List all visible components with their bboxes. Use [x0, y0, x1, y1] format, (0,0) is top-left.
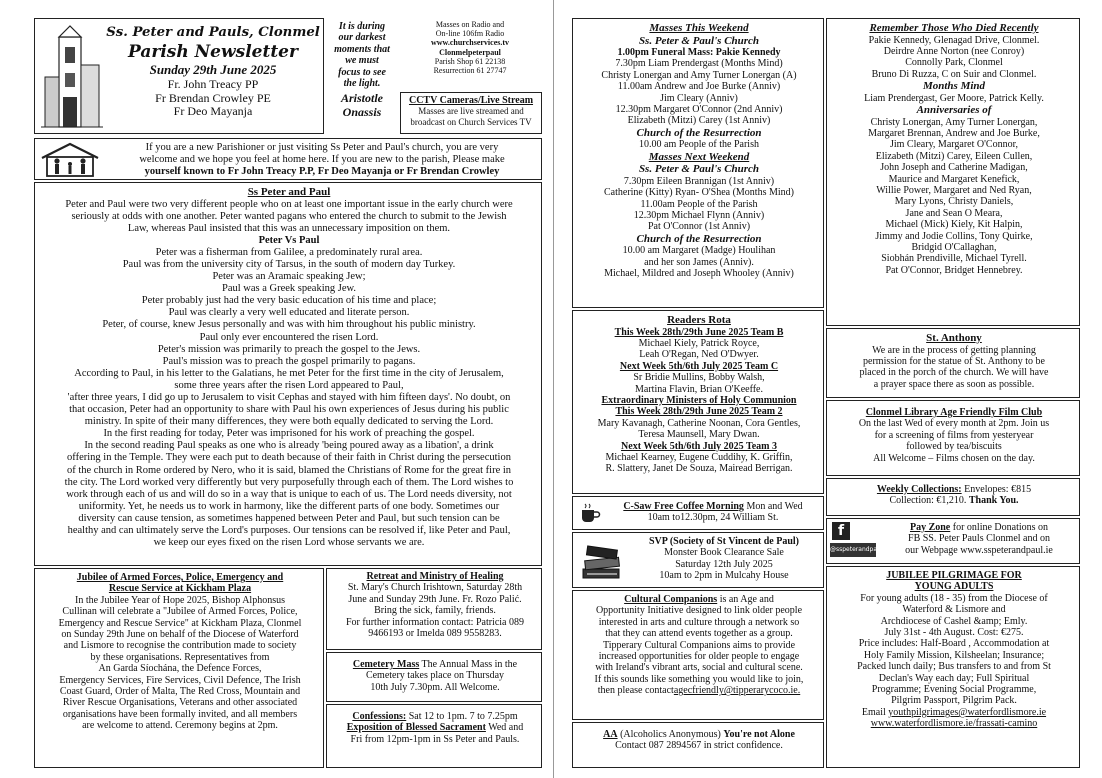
st-anthony-title: St. Anthony: [926, 332, 982, 344]
cultural-email-link[interactable]: agecfriendly@tipperarycoco.ie.: [673, 685, 801, 697]
masses-next-title: Masses Next Weekend: [648, 150, 750, 163]
rota-line: Teresa Maunsell, Mary Dwan.: [638, 429, 760, 441]
social-handle-logo: @sspeterandpaul: [830, 543, 876, 557]
remember-line: Connolly Park, Clonmel: [905, 57, 1003, 69]
cctv-line: broadcast on Church Services TV: [410, 116, 532, 127]
st-anthony-line: We are in the process of getting planning: [872, 344, 1036, 356]
aa-contact: Contact 087 2894567 in strict confidence.: [615, 740, 783, 752]
pilgrimage-box: [826, 566, 1080, 768]
article-line: Peter probably just had the very basic education of his time and place;: [141, 295, 437, 307]
church-name: Church of the Resurrection: [636, 126, 762, 139]
radio-line: On-line 106fm Radio: [435, 29, 505, 39]
payzone-line: FB SS. Peter Pauls Clonmel and on: [908, 533, 1050, 545]
quote-line: the light.: [343, 78, 381, 90]
mass-line: 12.30pm Margaret O'Connor (2nd Anniv): [615, 104, 783, 116]
mass-line: Jim Cleary (Anniv): [660, 92, 738, 104]
article-line: Peter, of course, knew Jesus personally and was with him throughout his public ministry.: [102, 319, 476, 331]
parish-shop-phone: Parish Shop 61 22138: [434, 56, 506, 66]
thank-you: Thank You.: [968, 495, 1019, 507]
rota-week-heading: Next Week 5th/6th July 2025 Team C: [619, 360, 779, 372]
confessions-title: Confessions:: [352, 711, 407, 722]
rota-line: Mary Kavanagh, Catherine Noonan, Cora Gentles,: [597, 417, 801, 429]
pilgrimage-line: Declan's Way each day; Full Spiritual: [878, 672, 1030, 684]
cemetery-box: [326, 652, 542, 702]
retreat-line: St. Mary's Church Irishtown, Saturday 28th: [347, 582, 523, 594]
mass-line: Pat O'Connor (1st Anniv): [647, 221, 751, 233]
jubilee-line: and Lismore to recognise the contribution made to society: [63, 640, 297, 652]
article-line: Paul only ever encountered the risen Lord.: [199, 331, 379, 343]
article-line: some three years after the risen Lord appeared to Paul,: [174, 379, 404, 391]
article-title: Ss Peter and Paul: [247, 186, 331, 198]
svp-line: Monster Book Clearance Sale: [664, 547, 784, 559]
st-anthony-line: a prayer space there as soon as possible.: [873, 378, 1035, 390]
cultural-line: with Ireland's vibrant arts, social and cultural scene.: [595, 662, 803, 674]
anniversary-line: Margaret Brennan, Andrew and Joe Burke,: [868, 127, 1040, 139]
jubilee-title: Jubilee of Armed Forces, Police, Emergency and: [76, 572, 284, 583]
readers-rota-box: [572, 310, 824, 494]
svp-line: Saturday 12th July 2025: [675, 558, 773, 570]
anniversary-line: Michael (Mick) Kiely, Kit Halpin,: [885, 219, 1023, 231]
anniversary-line: Siobhán Prendiville, Michael Tyrell.: [881, 253, 1027, 265]
quote-line: It is during: [338, 21, 386, 32]
svp-title: SVP (Society of St Vincent de Paul): [649, 536, 799, 547]
article-line: Peter's mission was primarily to preach the gospel to the Jews.: [157, 343, 421, 355]
article-line: Paul was from the university city of Tarsus, in the south of modern day Turkey.: [122, 258, 456, 270]
article-line: In the first reading for today, Peter was imprisoned for his work of preaching the gospel.: [103, 428, 475, 440]
rota-line: Leah O'Regan, Ned O'Dwyer.: [639, 349, 759, 361]
payzone-title: Pay Zone: [909, 522, 951, 533]
cultural-line: Opportunity Initiative designed to link older people: [595, 605, 803, 617]
article-line: Law, whereas Paul insisted that this was an unnecessary imposition on them.: [127, 222, 451, 234]
quote-box: [326, 18, 398, 134]
st-anthony-line: placed in the porch of the church. We will have: [859, 367, 1049, 379]
cemetery-line: 10th July 7.30pm. All Welcome.: [370, 681, 500, 693]
article-line: Peter was a fisherman from Galilee, a predominately rural area.: [155, 246, 423, 258]
pilgrimage-title: YOUNG ADULTS: [914, 581, 994, 593]
mass-line: Michael, Mildred and Joseph Whooley (Anniv): [604, 268, 794, 280]
anniversary-line: Maurice and Margaret Kenefick,: [888, 173, 1020, 185]
aa-box: [572, 722, 824, 768]
left-page: [0, 0, 548, 778]
jubilee-line: Coast Guard, Order of Malta, The Red Cross, Mountain and: [59, 686, 301, 698]
anniversaries-title: Anniversaries of: [916, 104, 992, 117]
article-line: healthy and can ultimately serve the Lord's purposes. Our tensions can be resolved if, like Peter and Paul,: [67, 525, 511, 537]
cemetery-line: Cemetery takes place on Thursday: [365, 670, 505, 682]
jubilee-line: by these organisations. Representatives from: [90, 651, 270, 663]
church-name: Church of the Resurrection: [636, 232, 762, 245]
cemetery-title: Cemetery Mass: [352, 659, 420, 670]
church-illustration: [41, 25, 103, 129]
pilgrimage-line: Archdiocese of Cashel &amp; Emly.: [880, 615, 1028, 627]
months-mind-line: Liam Prendergast, Ger Moore, Patrick Kelly.: [864, 92, 1044, 104]
pilgrimage-line: Waterford & Lismore and: [902, 604, 1006, 616]
remember-line: Deirdre Anne Norton (nee Conroy): [883, 45, 1025, 57]
jubilee-line: River Rescue Organisations, Veterans and other associated: [62, 697, 298, 709]
cultural-line: then please contact: [597, 685, 674, 697]
quote-author: Onassis: [342, 105, 382, 120]
pilgrimage-line: Programme; Evening Social Programme,: [871, 684, 1037, 696]
article-box: [34, 182, 542, 566]
svp-box: [572, 532, 824, 588]
payzone-text: for online Donations on: [950, 522, 1049, 533]
pilgrimage-title: JUBILEE PILGRIMAGE FOR: [886, 570, 1022, 581]
rota-line: Michael Kiely, Patrick Royce,: [638, 337, 760, 349]
quote-line: we must: [345, 55, 379, 67]
mass-line: Elizabeth (Mitzi) Carey (1st Anniv): [627, 115, 771, 127]
collection-amount: Collection: €1,210.: [889, 495, 969, 507]
masses-title: Masses This Weekend: [649, 22, 749, 34]
jubilee-line: on Sunday 29th June on behalf of the Diocese of Waterford: [61, 629, 299, 641]
article-line: offering in the Temple. They were each put to death because of their faith in Christ during the persecution: [67, 452, 511, 464]
church-name: Ss. Peter & Paul's Church: [638, 34, 760, 47]
exposition-days: Wed and: [485, 722, 524, 734]
jubilee-line: are welcome to attend. Ceremony begins at 2pm.: [82, 720, 278, 732]
quote-author: Aristotle: [340, 91, 383, 106]
facebook-icon[interactable]: f: [832, 522, 850, 540]
rota-week-heading: This Week 28th/29th June 2025 Team B: [614, 326, 784, 338]
pilgrimage-website-link[interactable]: www.waterfordlismore.ie/frassati-camino: [870, 718, 1038, 730]
jubilee-line: Cullinan will celebrate a "Jubilee of Armed Forces, Police,: [62, 606, 298, 618]
mass-line: 11.00am People of the Parish: [640, 198, 758, 210]
newsletter-date: Sunday 29th June 2025: [149, 62, 277, 77]
article-line: In the second reading Paul speaks as one who is already 'being poured away as a libation', a drink: [84, 440, 494, 452]
radio-line: Masses on Radio and: [435, 20, 505, 29]
retreat-line: For further information contact: Patricia 089: [345, 616, 524, 628]
retreat-line: 9466193 or Imelda 089 9558283.: [368, 628, 502, 640]
article-line: Paul was a Greek speaking Jew.: [221, 283, 357, 295]
library-title: Clonmel Library Age Friendly Film Club: [865, 407, 1043, 418]
exposition-line: Fri from 12pm-1pm in Ss Peter and Pauls.: [350, 733, 520, 745]
rota-week-heading: This Week 28th/29th June 2025 Team 2: [615, 406, 783, 418]
pilgrimage-line: Packed lunch daily; Bus transfers to and from St: [857, 661, 1051, 673]
right-page: [553, 0, 1102, 778]
confessions-box: [326, 704, 542, 768]
clergy-line-1: Fr. John Treacy PP: [167, 77, 259, 91]
anniversary-line: Willie Power, Margaret and Ned Ryan,: [876, 184, 1032, 196]
welcome-line: If you are a new Parishioner or just visiting Ss Peter and Paul's church, you are very: [145, 142, 499, 153]
mass-line: and her son James (Anniv).: [644, 256, 754, 268]
radio-line: Clonmelpeterpaul: [439, 47, 501, 57]
library-line: On the last Wed of every month at 2pm. Join us: [858, 418, 1050, 430]
welcome-line: welcome and we hope you feel at home here. If you are new to the parish, Please make: [139, 154, 505, 166]
csaw-title: C-Saw Free Coffee Morning: [623, 501, 744, 512]
pilgrimage-email-link[interactable]: youthpilgrimages@waterfordlismore.ie: [888, 706, 1047, 718]
rota-line: Sr Bridie Mullins, Bobby Walsh,: [633, 372, 765, 384]
cultural-title: Cultural Companions: [624, 594, 718, 605]
cctv-box: [400, 92, 542, 134]
cultural-line: Tipperary Cultural Companions aims to provide: [602, 639, 796, 651]
clergy-line-2: Fr Brendan Crowley PE: [155, 90, 271, 105]
remember-title: Remember Those Who Died Recently: [869, 22, 1039, 34]
quote-line: moments that: [334, 43, 390, 55]
article-line: ministry. In spite of their many differences, they were both equally dedicated to serving the Lord.: [84, 416, 494, 428]
collections-box: [826, 478, 1080, 516]
payzone-box: [826, 518, 1080, 564]
pilgrimage-line: Pilgrim Passport, Pilgrim Pack.: [891, 695, 1017, 707]
envelopes-amount: Envelopes: €815: [961, 484, 1032, 495]
quote-line: focus to see: [338, 66, 386, 78]
quote-line: our darkest: [338, 32, 386, 44]
svp-line: 10am to 2pm in Mulcahy House: [659, 570, 789, 582]
months-mind-title: Months Mind: [922, 80, 986, 93]
article-subheading: Peter Vs Paul: [258, 234, 320, 246]
anniversary-line: Jimmy and Jodie Collins, Tony Quirke,: [875, 230, 1033, 242]
library-line: All Welcome – Films chosen on the day.: [873, 452, 1035, 464]
aa-text: (Alcoholics Anonymous): [617, 729, 724, 740]
pilgrimage-line: Holy Family Mission, Kilsheelan; Insurance;: [863, 649, 1045, 661]
article-line: we keep our eyes fixed on the risen Lord whose servants we are.: [153, 537, 425, 549]
article-line: Paul was clearly a very well educated and literate person.: [168, 307, 410, 319]
jubilee-line: organisations have been formally invited, and all members: [62, 708, 298, 720]
jubilee-line: An Garda Síochána, the Defence Forces,: [98, 663, 262, 675]
cultural-line: interested in arts and culture through a network so: [598, 616, 800, 628]
article-line: seriously at odds with one another. Peter wanted pagans who entered the church to submit to the Jewish: [71, 210, 507, 222]
mass-line: Christy Lonergan and Amy Turner Lonergan (A): [601, 69, 797, 81]
article-line: that occasion, Peter had an opportunity to share with Paul his own experiences of Jesus during his public: [69, 404, 509, 416]
retreat-box: [326, 568, 542, 650]
masses-box: [572, 18, 824, 308]
jubilee-line: Emergency and Rescue Service" at Kickham Plaza, Clonmel: [58, 617, 302, 629]
anniversary-line: Pat O'Connor, Bridget Hennebrey.: [885, 264, 1023, 276]
retreat-line: Bring the sick, family, friends.: [374, 605, 496, 617]
ministers-heading: Extraordinary Ministers of Holy Communion: [601, 394, 797, 406]
anniversary-line: Christy Lonergan, Amy Turner Lonergan,: [870, 116, 1038, 128]
anniversary-line: Mary Lyons, Christy Daniels,: [894, 196, 1014, 208]
clergy-line-3: Fr Deo Mayanja: [173, 104, 253, 118]
rota-line: R. Slattery, Janet De Souza, Mairead Berrigan.: [605, 463, 793, 475]
st-anthony-line: permission for the statue of St. Anthony to be: [863, 355, 1045, 367]
mass-line: 1.00pm Funeral Mass: Pakie Kennedy: [617, 47, 781, 58]
article-line: According to Paul, in his letter to the Galatians, he met Peter for the first time in the city of Jerusalem,: [74, 367, 504, 379]
article-line: uniformity. Yet, he needs us to work in harmony, like the different parts of one body. Sometimes our: [78, 500, 500, 512]
cctv-line: Masses are live streamed and: [418, 106, 524, 117]
radio-website: www.churchservices.tv: [430, 38, 510, 48]
remember-box: [826, 18, 1080, 326]
anniversary-line: Jim Cleary, Margaret O'Connor,: [889, 139, 1019, 151]
mass-line: 10.00 am Margaret (Madge) Houlihan: [622, 245, 776, 257]
retreat-line: June and Sunday 29th June. Fr. Rozo Palić.: [348, 593, 522, 605]
masthead: [34, 18, 324, 134]
confessions-times: Sat 12 to 1pm. 7 to 7.25pm: [406, 711, 518, 722]
cctv-title: CCTV Cameras/Live Stream: [408, 95, 534, 106]
article-line: work through each of us and will do so in a way that is unique to each of us. The Lord needs diversity, not: [66, 488, 512, 500]
article-line: Peter and Paul were two very different people who on at least one important issue in the early church were: [65, 198, 513, 210]
cultural-first: is an Age and: [717, 594, 774, 605]
library-box: [826, 400, 1080, 476]
library-line: for a screening of films from yesteryear: [874, 429, 1034, 441]
cemetery-text: The Annual Mass in the: [419, 659, 518, 670]
csaw-days: Mon and Wed: [743, 501, 803, 512]
jubilee-forces-box: [34, 568, 324, 768]
mass-line: 11.00am Andrew and Joe Burke (Anniv): [617, 81, 781, 93]
anniversary-line: Jane and Sean O Meara,: [905, 207, 1003, 219]
csaw-line: 10am to12.30pm, 24 William St.: [647, 512, 779, 524]
exposition-title: Exposition of Blessed Sacrament: [346, 722, 486, 734]
article-line: the city. The Lord worked very differently but very purposefully through each of them. The Lord wishes to: [64, 476, 514, 488]
collections-title: Weekly Collections:: [876, 484, 962, 495]
mass-line: 7.30pm Eileen Brannigan (1st Anniv): [623, 175, 775, 187]
retreat-title: Retreat and Ministry of Healing: [366, 571, 504, 582]
welcome-box: [34, 138, 542, 180]
coffee-cup-icon: [579, 503, 601, 525]
newsletter-parish-name: Ss. Peter and Pauls, Clonmel: [106, 25, 320, 40]
article-line: 'after three years, I did go up to Jerusalem to visit Cephas and stayed with him fifteen days'. No doubt, on: [67, 392, 511, 403]
anniversary-line: Bridgid O'Callaghan,: [911, 242, 997, 253]
church-name: Ss. Peter & Paul's Church: [638, 163, 760, 176]
cultural-line: increased opportunities for older people to engage: [598, 651, 800, 663]
welcome-line: yourself known to Fr John Treacy P.P, Fr Deo Mayanja or Fr Brendan Crowley: [144, 166, 500, 178]
rota-week-heading: Next Week 5th/6th July 2025 Team 3: [621, 440, 777, 452]
radio-info: [400, 20, 540, 75]
anniversary-line: John Joseph and Catherine Madigan,: [880, 162, 1028, 174]
st-anthony-box: [826, 328, 1080, 398]
mass-line: 7.30pm Liam Prendergast (Months Mind): [615, 58, 783, 70]
article-line: Peter was an Aramaic speaking Jew;: [212, 271, 366, 283]
pilgrimage-line: Price includes: Half-Board , Accommodation at: [858, 638, 1050, 650]
jubilee-line: Emergency Services, Fire Services, Civil Defence, The Irish: [59, 674, 301, 686]
remember-line: Bruno Di Ruzza, C on Suir and Clonmel.: [871, 68, 1037, 80]
rota-line: Martina Flavin, Brian O'Keeffe.: [635, 383, 763, 395]
library-line: followed by tea/biscuits: [906, 441, 1002, 453]
article-line: diversity can cause tension, as sometimes happened between Peter and Paul, but such tension can be: [78, 512, 500, 524]
pilgrimage-email-label: Email: [861, 706, 889, 718]
mass-line: Catherine (Kitty) Ryan- O'Shea (Months Mind): [604, 187, 794, 199]
cultural-companions-box: [572, 590, 824, 720]
books-icon: [579, 539, 623, 581]
family-icon: [39, 142, 101, 178]
readers-title: Readers Rota: [667, 314, 731, 326]
mass-line: 12.30pm Michael Flynn (Anniv): [633, 209, 765, 221]
rota-line: Michael Kearney, Eugene Cuddihy, K. Griffin,: [605, 451, 793, 463]
cultural-line: that they can attend events together as a group.: [605, 628, 793, 640]
article-line: Paul's mission was to preach the gospel primarily to pagans.: [162, 355, 416, 367]
pilgrimage-line: July 31st - 4th August. Cost: €275.: [884, 627, 1024, 639]
newsletter-title: Parish Newsletter: [128, 42, 298, 62]
remember-line: Pakie Kennedy, Glenagad Drive, Clonmel.: [868, 34, 1040, 46]
jubilee-line: In the Jubilee Year of Hope 2025, Bishop Alphonsus: [75, 594, 285, 606]
cultural-line: If this sounds like something you would like to join,: [594, 673, 804, 685]
mass-line: 10.00 am People of the Parish: [639, 139, 759, 151]
anniversary-line: Elizabeth (Mitzi) Carey, Eileen Cullen,: [875, 150, 1033, 162]
csaw-box: [572, 496, 824, 530]
jubilee-title: Rescue Service at Kickham Plaza: [108, 583, 252, 595]
aa-title: AA: [603, 729, 618, 740]
article-line: of the church in Rome ordered by Nero, who it is said, blamed the Christians of Rome for the great fire in: [66, 464, 512, 476]
pilgrimage-line: For young adults (18 - 35) from the Diocese of: [860, 592, 1048, 604]
aa-bold-text: You're not Alone: [723, 729, 795, 740]
payzone-website: our Webpage www.sspeterandpaul.ie: [905, 544, 1053, 556]
resurrection-phone: Resurrection 61 27747: [433, 66, 507, 76]
